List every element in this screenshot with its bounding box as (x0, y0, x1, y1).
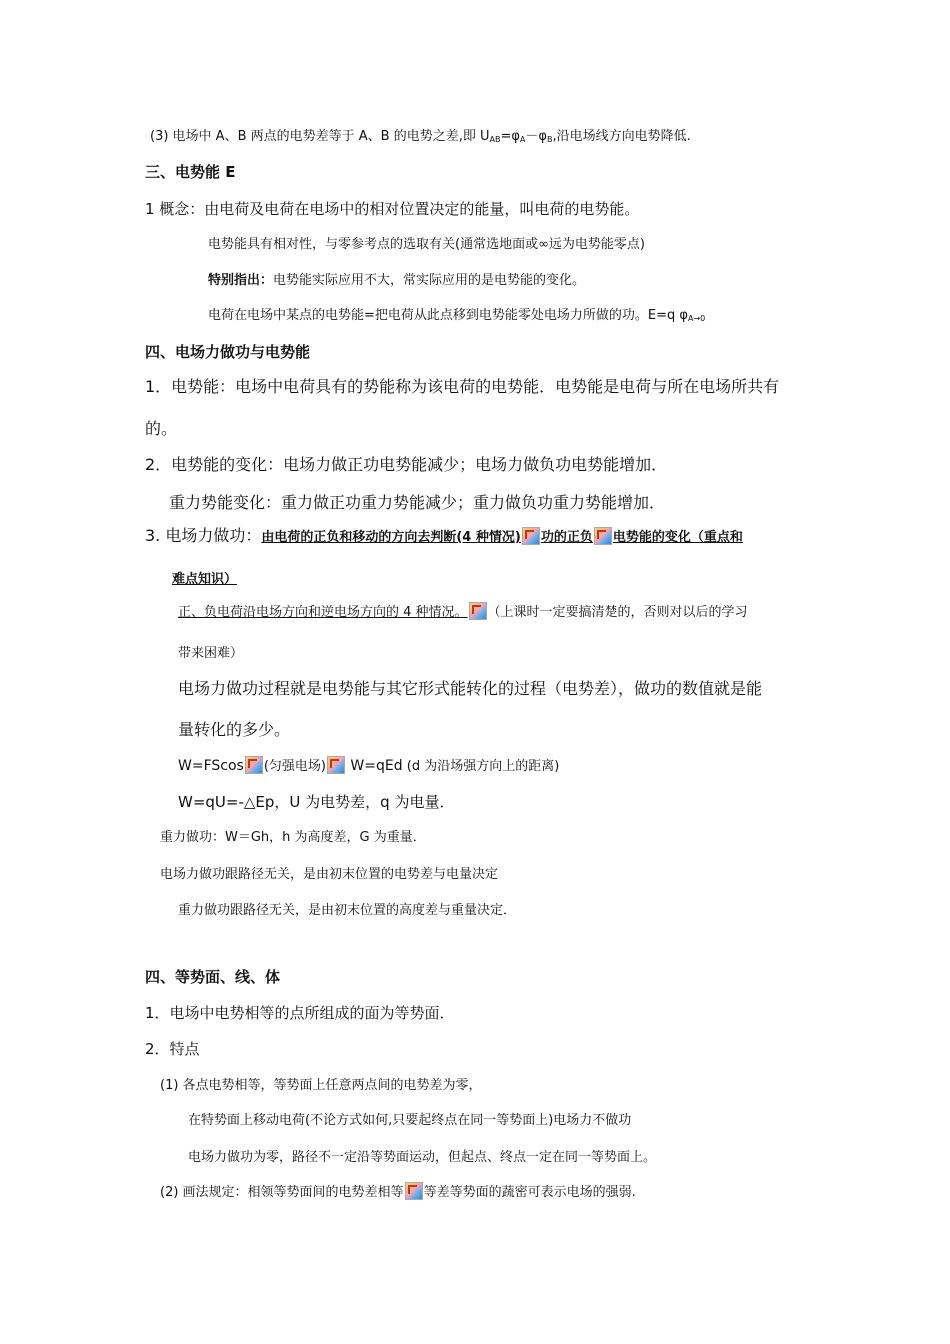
paragraph-feature-1-detail-a: 在特势面上移动电荷(不论方式如何,只要起终点在同一等势面上)电场力不做功 (188, 1113, 632, 1128)
subscript: B (546, 135, 553, 144)
paragraph-energy-conversion: 电场力做功过程就是电势能与其它形式能转化的过程（电势差），做功的数值就是能 (178, 679, 763, 698)
paragraph-item-1: 1．电势能：电场中电荷具有的势能称为该电荷的电势能．电势能是电荷与所在电场所共有 (145, 377, 780, 396)
text-segment: 电势能的变化（重点和 (612, 530, 743, 545)
paragraph-feature-1: (1) 各点电势相等，等势面上任意两点间的电势差为零， (160, 1078, 482, 1093)
image-placeholder-icon (245, 756, 263, 774)
arrow-image-icon (327, 756, 345, 774)
text-segment: ,沿电场线方向电势降低. (552, 129, 691, 144)
formula-work-potential: W=qU=-△Ep，U 为电势差，q 为电量． (178, 793, 455, 811)
subscript: A (519, 135, 526, 144)
paragraph-concept: 1 概念：由电荷及电荷在电场中的相对位置决定的能量，叫电荷的电势能。 (145, 200, 640, 218)
paragraph-item-2: 2．电势能的变化：电场力做正功电势能减少；电场力做负功电势能增加． (145, 455, 668, 474)
paragraph-four-cases (178, 602, 748, 621)
paragraph-gravity-path-independence: 重力做功跟路径无关，是由初末位置的高度差与重量决定． (178, 903, 517, 918)
note-text: 电势能实际应用不大，常实际应用的是电势能的变化。 (273, 273, 586, 288)
text-segment: 3. 电场力做功： (145, 526, 262, 545)
text-segment: 电荷在电场中某点的电势能=把电荷从此点移到电势能零处电场力所做的功。E=q φ (208, 308, 688, 323)
text-segment: 正、负电荷沿电场方向和逆电场方向的 4 种情况。 (178, 605, 468, 620)
formula-work-uniform-field (178, 755, 559, 775)
text-segment: (3) 电场中 A、B 两点的电势差等于 A、B 的电势之差,即 U (150, 129, 490, 144)
subscript: AB (489, 135, 501, 144)
paragraph-item-1-cont: 的。 (145, 419, 178, 438)
paragraph-feature-1-detail-b: 电场力做功为零，路径不一定沿等势面运动，但起点、终点一定在同一等势面上。 (188, 1150, 657, 1165)
paragraph-relativity: 电势能具有相对性，与零参考点的选取有关(通常选地面或∞远为电势能零点) (208, 237, 645, 252)
text-segment: 由电荷的正负和移动的方向去判断(4 种情况) (261, 530, 521, 545)
section-heading-work-and-energy: 四、电场力做功与电势能 (145, 343, 311, 361)
paragraph-note (208, 273, 585, 289)
paragraph-equipotential-definition: 1．电场中电势相等的点所组成的面为等势面． (145, 1004, 455, 1022)
paragraph-gravity-work: 重力做功：W＝Gh，h 为高度差，G 为重量． (160, 830, 426, 845)
text-segment: 功的正负 (540, 530, 593, 545)
image-placeholder-icon (405, 1182, 423, 1200)
text-segment: (匀强电场) (263, 759, 326, 774)
paragraph-field-path-independence: 电场力做功跟路径无关，是由初末位置的电势差与电量决定 (160, 867, 499, 882)
text-segment: =φ (500, 129, 520, 144)
paragraph-item-3-cont: 难点知识） (172, 572, 238, 587)
text-segment: (d 为沿场强方向上的距离) (402, 759, 560, 774)
text-segment: －φ (525, 129, 547, 144)
text-segment: W=FScos (178, 758, 244, 774)
paragraph-item-3 (145, 526, 743, 546)
arrow-image-icon (522, 527, 540, 545)
text-segment: （上课时一定要搞清楚的，否则对以后的学习 (487, 605, 748, 620)
text-segment: 等差等势面的蔬密可表示电场的强弱. (423, 1185, 636, 1200)
line-potential-difference (150, 129, 691, 145)
paragraph-energy-conversion-cont: 量转化的多少。 (178, 720, 291, 739)
section-heading-potential-energy: 三、电势能 E (145, 163, 236, 181)
paragraph-gravity-change: 重力势能变化：重力做正功重力势能减少；重力做负功重力势能增加． (169, 493, 666, 512)
paragraph-feature-2 (160, 1182, 636, 1201)
paragraph-features-heading: 2．特点 (145, 1040, 200, 1058)
text-segment: (2) 画法规定：相领等势面间的电势差相等 (160, 1185, 404, 1200)
section-heading-equipotential: 四、等势面、线、体 (145, 968, 281, 986)
image-placeholder-icon (469, 602, 487, 620)
paragraph-four-cases-cont: 带来困难） (178, 646, 244, 661)
paragraph-potential-energy-definition (208, 308, 705, 324)
arrow-image-icon (594, 527, 612, 545)
subscript: A→0 (687, 314, 706, 323)
text-segment: W=qEd (345, 758, 403, 774)
note-label: 特别指出： (208, 273, 274, 288)
